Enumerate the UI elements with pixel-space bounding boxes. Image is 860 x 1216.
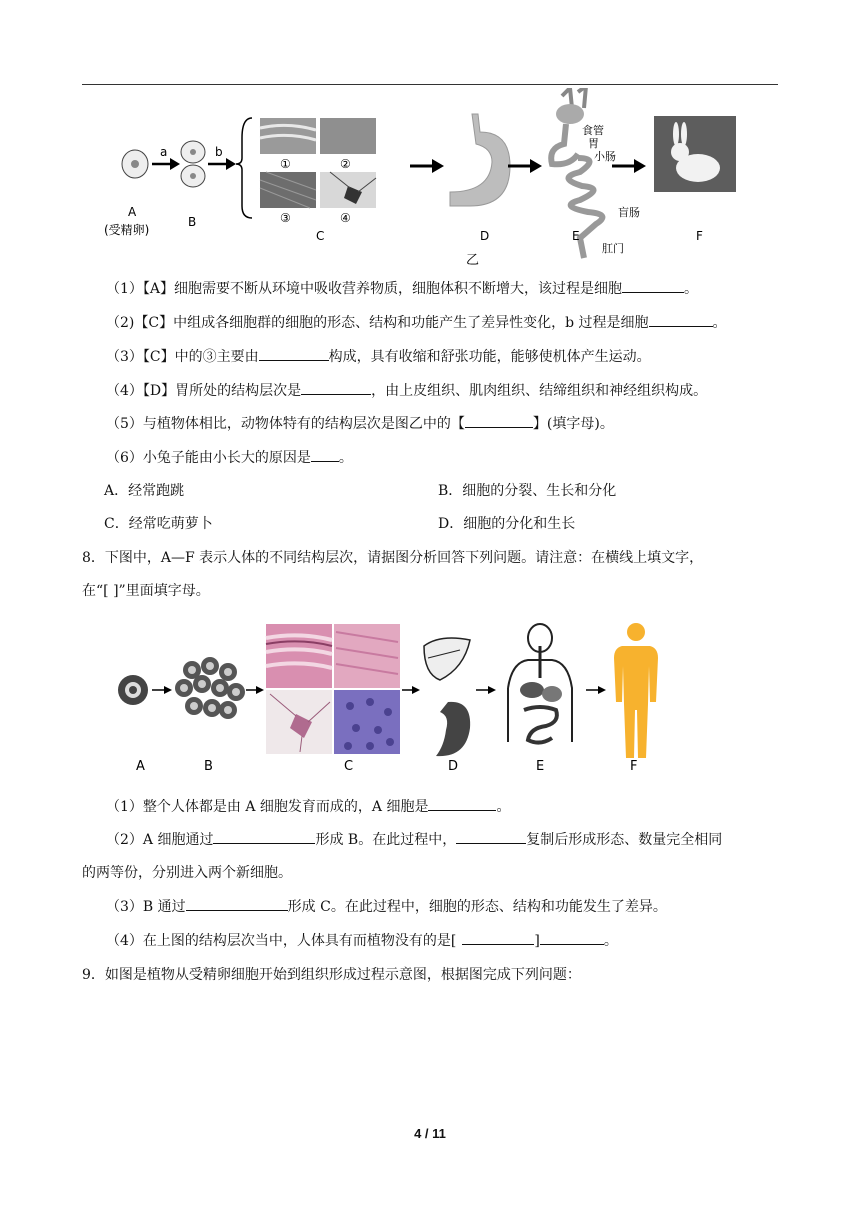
header-rule	[82, 84, 778, 85]
answer-blank[interactable]	[622, 278, 684, 293]
q8-item-3-end: 形成 C。在此过程中，细胞的形态、结构和功能发生了差异。	[287, 899, 667, 915]
label-e: E	[572, 229, 580, 243]
fig8-label-e: E	[536, 759, 545, 774]
answer-blank[interactable]	[649, 312, 713, 327]
fig8-label-b: B	[204, 759, 213, 774]
q7-item-6-end: 。	[338, 450, 353, 466]
q8-item-1-end: 。	[496, 799, 511, 815]
two-cells	[181, 141, 205, 187]
q7-option-c[interactable]: C．经常吃萌萝卜	[104, 516, 213, 532]
arrow-a-label: a	[160, 145, 168, 159]
organs-liver-stomach	[424, 638, 470, 756]
fig8-label-d: D	[448, 759, 459, 774]
q7-item-2	[106, 312, 778, 332]
q7-item-6-text: （6）小兔子能由小长大的原因是	[106, 450, 311, 466]
q8-item-2	[106, 829, 778, 849]
q7-item-4-text: （4）【D】胃所处的结构层次是	[106, 383, 302, 399]
digestive-system-human	[508, 624, 572, 743]
q7-item-1	[106, 278, 778, 298]
fig8-label-c: C	[344, 759, 354, 774]
answer-blank[interactable]	[540, 930, 604, 945]
answer-blank[interactable]	[311, 447, 339, 462]
fig8-label-f: F	[630, 759, 638, 774]
answer-blank[interactable]	[186, 896, 288, 911]
tissue-micrographs	[266, 624, 400, 754]
tissue-1: ①	[280, 157, 291, 171]
q7-item-4	[106, 380, 778, 400]
tissue-2: ②	[340, 157, 351, 171]
q7-item-1-end: 。	[684, 281, 699, 297]
label-b: B	[188, 215, 197, 229]
q8-stem-line-1: 8．下图中，A—F 表示人体的不同结构层次，请据图分析回答下列问题。请注意：在横线上填文字，	[82, 550, 704, 566]
rabbit-photo	[654, 116, 736, 192]
answer-blank[interactable]	[456, 829, 526, 844]
tissue-4: ④	[340, 211, 351, 225]
label-f: F	[696, 229, 703, 243]
cell-a	[118, 675, 148, 705]
label-c: C	[316, 229, 325, 243]
human-body-silhouette	[614, 623, 658, 758]
q9-stem: 9．如图是植物从受精卵细胞开始到组织形成过程示意图，根据图完成下列问题：	[82, 967, 581, 983]
organ-cecum: 盲肠	[618, 206, 640, 219]
q7-item-5-text: （5）与植物体相比，动物体特有的结构层次是图乙中的【	[106, 416, 465, 432]
figure-yi	[100, 88, 760, 268]
q8-item-2-cont: 的两等份，分别进入两个新细胞。	[82, 865, 292, 881]
label-a: A	[128, 205, 137, 219]
q8-item-3	[106, 896, 778, 916]
q7-item-4-end: ，由上皮组织、肌肉组织、结缔组织和神经组织构成。	[371, 383, 708, 399]
q8-item-4	[106, 930, 778, 950]
q8-stem-line-2: 在“[ ]”里面填字母。	[82, 583, 210, 599]
q7-item-2-end: 。	[712, 315, 727, 331]
q7-item-6	[106, 447, 778, 467]
tissue-grid	[260, 118, 376, 208]
q7-option-d[interactable]: D．细胞的分化和生长	[438, 516, 576, 532]
q8-item-2-mid: 形成 B。在此过程中，	[315, 832, 457, 848]
figure-caption: 乙	[466, 253, 480, 268]
q8-item-4-text: （4）在上图的结构层次当中，人体具有而植物没有的是[	[106, 933, 457, 949]
answer-blank[interactable]	[462, 930, 534, 945]
q8-item-1-text: （1）整个人体都是由 A 细胞发育而成的，A 细胞是	[106, 799, 429, 815]
label-d: D	[480, 229, 490, 243]
q7-item-3-text: （3）【C】中的③主要由	[106, 349, 259, 365]
stomach-organ	[450, 114, 510, 206]
organ-esophagus: 食管	[582, 124, 604, 137]
q7-item-5	[106, 413, 778, 433]
organ-small-intestine: 小肠	[594, 150, 616, 163]
arrow-b-label: b	[215, 145, 223, 159]
q7-item-3	[106, 346, 778, 366]
q7-item-3-end: 构成，具有收缩和舒张功能，能够使机体产生运动。	[328, 349, 651, 365]
q8-item-2-text: （2）A 细胞通过	[106, 832, 214, 848]
label-a-sub: (受精卵)	[104, 223, 150, 237]
q8-item-2-end: 复制后形成形态、数量完全相同	[526, 832, 723, 848]
fig8-label-a: A	[136, 759, 145, 774]
answer-blank[interactable]	[213, 829, 315, 844]
answer-blank[interactable]	[301, 380, 371, 395]
q7-option-a[interactable]: A．经常跑跳	[104, 483, 185, 499]
figure-human-levels	[100, 618, 680, 776]
zygote-cell	[122, 150, 148, 178]
q8-item-4-mid: ]	[534, 933, 540, 949]
organ-stomach: 胃	[588, 137, 599, 150]
q8-item-3-text: （3）B 通过	[106, 899, 186, 915]
q7-item-1-text: （1）【A】细胞需要不断从环境中吸收营养物质，细胞体积不断增大，该过程是细胞	[106, 281, 623, 297]
q7-option-b[interactable]: B．细胞的分裂、生长和分化	[438, 483, 617, 499]
answer-blank[interactable]	[259, 346, 329, 361]
page-number: 4 / 11	[414, 1126, 446, 1141]
answer-blank[interactable]	[465, 413, 533, 428]
cell-cluster-b	[175, 657, 245, 719]
q7-item-2-text: （2)【C】中组成各细胞群的细胞的形态、结构和功能产生了差异性变化，b 过程是细胞	[106, 315, 649, 331]
q8-item-1	[106, 796, 778, 816]
tissue-3: ③	[280, 211, 291, 225]
q8-item-4-end: 。	[603, 933, 618, 949]
organ-anus: 肛门	[602, 242, 624, 255]
q7-item-5-end: 】(填字母)。	[532, 416, 614, 432]
answer-blank[interactable]	[428, 796, 496, 811]
